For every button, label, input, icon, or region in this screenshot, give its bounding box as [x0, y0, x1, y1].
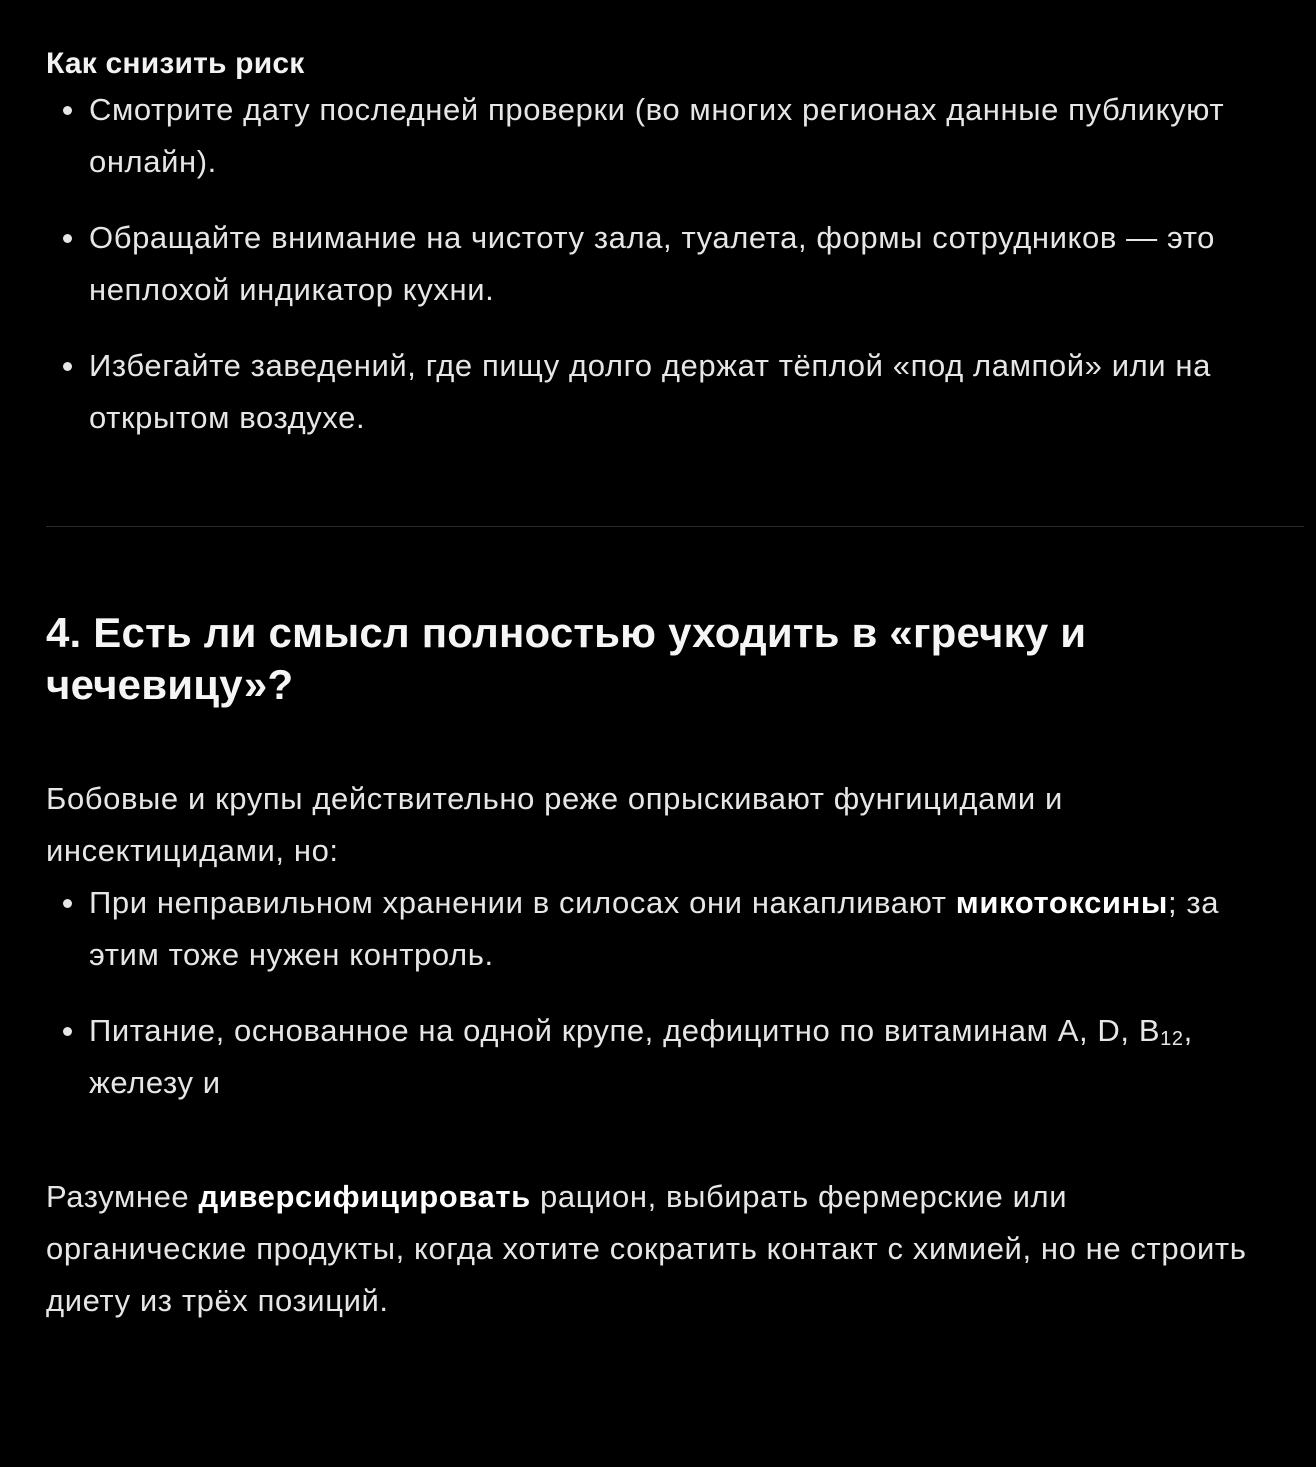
list-item	[46, 340, 1270, 444]
list-item	[46, 84, 1270, 188]
bullet-dot-icon	[63, 1027, 72, 1036]
conclusion-text-start: Разумнее	[46, 1179, 199, 1214]
risk-heading: Как снизить риск	[46, 47, 305, 80]
list-item-text: Избегайте заведений, где пищу долго держат тёплой «под лампой» или на открытом воздухе.	[89, 348, 1211, 435]
list-item	[46, 877, 1270, 981]
list-item	[46, 212, 1270, 316]
list-item-text-start: Питание, основанное на одной крупе, дефицитно по витаминам A, D, B	[89, 1013, 1161, 1048]
grain-list	[46, 877, 1270, 1109]
list-item-text: Смотрите дату последней проверки (во многих регионах данные публикуют онлайн).	[89, 92, 1225, 179]
list-item-text-end: , железу и	[89, 1013, 1193, 1100]
bullet-dot-icon	[63, 362, 72, 371]
bullet-dot-icon	[63, 234, 72, 243]
section-4-intro: Бобовые и крупы действительно реже опрыскивают фунгицидами и инсектицидами, но:	[46, 781, 1063, 868]
section-4-title: 4. Есть ли смысл полностью уходить в «гречку и чечевицу»?	[46, 609, 1087, 708]
mycotoxins-emphasis: микотоксины	[955, 885, 1168, 920]
bullet-dot-icon	[63, 899, 72, 908]
list-item	[46, 1005, 1270, 1109]
section-divider	[46, 526, 1304, 527]
diversify-emphasis: диверсифицировать	[198, 1179, 531, 1214]
vitamin-subscript: 12	[1160, 1028, 1184, 1050]
list-item-text-end: ; за этим тоже нужен контроль.	[89, 885, 1220, 972]
bullet-dot-icon	[63, 106, 72, 115]
conclusion-text-end: рацион, выбирать фермерские или органические продукты, когда хотите сократить контакт с химией, но не строить диету из трёх позиций.	[46, 1179, 1247, 1318]
section-4-conclusion	[46, 1171, 1270, 1327]
list-item-text: Обращайте внимание на чистоту зала, туалета, формы сотрудников — это неплохой индикатор кухни.	[89, 220, 1215, 307]
risk-list	[46, 84, 1270, 444]
list-item-text-start: При неправильном хранении в силосах они накапливают	[89, 885, 956, 920]
